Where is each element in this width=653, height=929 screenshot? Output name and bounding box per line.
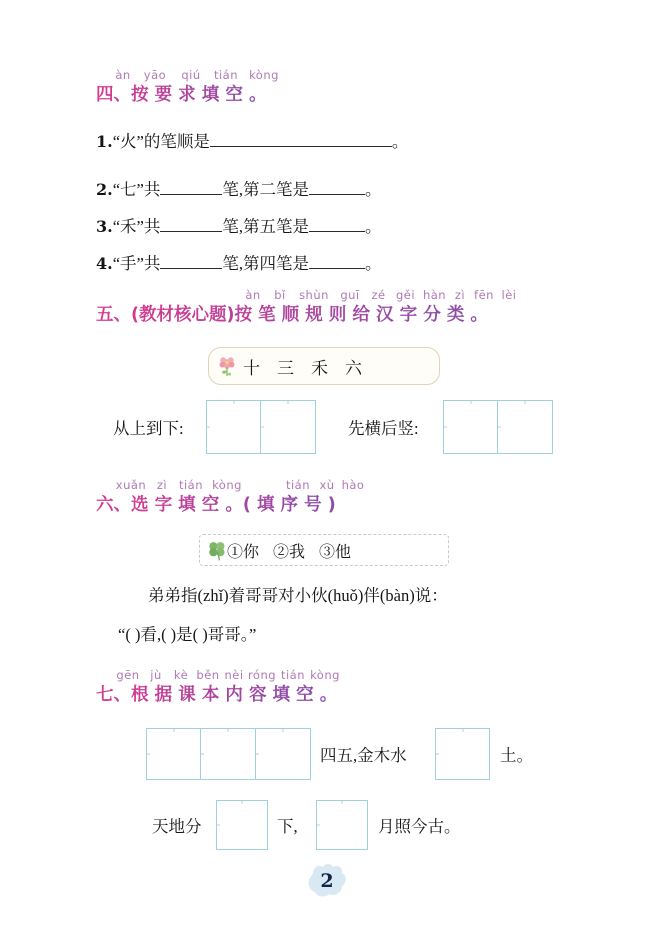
pinyin-syllable: běn [196, 668, 220, 682]
section-five-title-prefix: 五、(教材核心题) [96, 305, 235, 325]
grid-cell[interactable] [256, 729, 310, 779]
pinyin-syllable: qiú [181, 68, 201, 82]
section-six-sentence-1: 弟弟指(zhǐ)着哥哥对小伙(huǒ)伴(bàn)说： [148, 586, 448, 605]
item-text-end: 。 [364, 180, 382, 199]
word-option[interactable]: ③他 [319, 543, 352, 561]
answer-grid-seven-row1-b[interactable] [435, 728, 490, 780]
section-seven-pinyin [96, 668, 342, 683]
grid-cell[interactable] [317, 801, 367, 849]
grid-cell[interactable] [147, 729, 201, 779]
answer-blank[interactable] [309, 214, 365, 232]
grid-cell[interactable] [201, 729, 255, 779]
section-six-title: 六、选 字 填 空 。( 填 序 号 ) [96, 493, 368, 517]
section-seven-heading [96, 668, 342, 707]
answer-blank[interactable] [160, 214, 222, 232]
section-seven-row1-text2: 土。 [500, 746, 533, 765]
grid-cell[interactable] [444, 401, 498, 453]
pinyin-syllable: bǐ [274, 288, 286, 302]
item-text-end: 。 [391, 132, 409, 151]
section-four-heading [96, 68, 284, 107]
flower-icon [217, 355, 237, 377]
item-text: 笔,第四笔是 [222, 254, 309, 273]
answer-grid-seven-row1-a[interactable] [146, 728, 311, 780]
answer-grid-seven-row2-b[interactable] [316, 800, 368, 850]
pinyin-syllable: jù [150, 668, 162, 682]
answer-blank[interactable] [210, 129, 392, 147]
pinyin-syllable: kè [173, 668, 189, 682]
pinyin-syllable: shùn [299, 288, 329, 302]
answer-blank[interactable] [309, 177, 365, 195]
item-number: 4. [96, 254, 113, 273]
item-text: 笔,第二笔是 [222, 180, 309, 199]
pinyin-syllable: guī [340, 288, 360, 302]
item-text-end: 。 [364, 254, 382, 273]
pinyin-syllable: gēn [116, 668, 140, 682]
pinyin-syllable: kòng [310, 668, 340, 682]
page-number: 2 [320, 870, 334, 892]
grid-cell[interactable] [498, 401, 552, 453]
item-number: 1. [96, 132, 113, 151]
pinyin-syllable: xù [319, 478, 335, 492]
section-six-pinyin [96, 478, 368, 493]
question-4-3 [96, 214, 381, 238]
pinyin-syllable: xuǎn [115, 478, 147, 492]
grid-cell[interactable] [207, 401, 261, 453]
grid-cell[interactable] [436, 729, 489, 779]
item-text: “禾”共 [112, 217, 161, 236]
sort-label-horizontal-first: 先横后竖: [348, 419, 419, 438]
section-seven-row2-text1: 天地分 [152, 817, 202, 836]
section-five-title [96, 303, 521, 327]
pinyin-syllable: gěi [395, 288, 416, 302]
pinyin-syllable: lèi [501, 288, 517, 302]
clover-icon [207, 539, 227, 561]
pinyin-syllable: zì [156, 478, 168, 492]
answer-blank[interactable] [160, 251, 222, 269]
word-options-list [227, 539, 351, 562]
section-seven-row1-text1: 四五,金木水 [320, 746, 407, 765]
section-five-heading [96, 288, 521, 327]
item-number: 2. [96, 180, 113, 199]
pinyin-syllable: àn [245, 288, 261, 302]
pinyin-syllable: zì [454, 288, 466, 302]
grid-cell[interactable] [217, 801, 267, 849]
answer-blank[interactable] [160, 177, 222, 195]
section-seven-row2-text3: 月照今古。 [378, 817, 461, 836]
pinyin-syllable: tián [285, 478, 311, 492]
item-number: 3. [96, 217, 113, 236]
pinyin-syllable: tián [280, 668, 306, 682]
question-4-1 [96, 129, 408, 153]
word-option[interactable]: ②我 [273, 543, 306, 561]
section-seven-row2-text2: 下, [277, 817, 298, 836]
sort-label-top-to-bottom: 从上到下: [113, 419, 184, 438]
item-text-end: 。 [364, 217, 382, 236]
item-text: 笔,第五笔是 [222, 217, 309, 236]
answer-grid-horizontal-first[interactable] [443, 400, 553, 454]
page-number-badge [304, 862, 350, 902]
pinyin-syllable: tián [213, 68, 239, 82]
section-five-pinyin [96, 288, 521, 303]
answer-grid-seven-row2-a[interactable] [216, 800, 268, 850]
section-four-title: 四、按 要 求 填 空 。 [96, 83, 284, 107]
section-seven-title: 七、根 据 课 本 内 容 填 空 。 [96, 683, 342, 707]
pinyin-syllable: kòng [212, 478, 242, 492]
question-4-2 [96, 177, 381, 201]
grid-cell[interactable] [261, 401, 315, 453]
answer-grid-top-to-bottom[interactable] [206, 400, 316, 454]
pinyin-syllable: nèi [224, 668, 244, 682]
character-group-box [208, 347, 440, 385]
pinyin-syllable: zé [371, 288, 386, 302]
pinyin-syllable: kòng [249, 68, 279, 82]
pinyin-syllable: fēn [474, 288, 494, 302]
question-4-4 [96, 251, 381, 275]
section-six-heading [96, 478, 368, 517]
pinyin-syllable: tián [178, 478, 204, 492]
section-four-pinyin [96, 68, 284, 83]
character-group-chars: 十三禾六 [243, 358, 379, 378]
item-text: “七”共 [112, 180, 161, 199]
section-five-title-main: 按 笔 顺 规 则 给 汉 字 分 类 。 [234, 305, 488, 325]
word-options-box [199, 534, 449, 566]
item-text: “火”的笔顺是 [112, 132, 210, 151]
word-option[interactable]: ①你 [227, 543, 260, 561]
pinyin-syllable: róng [247, 668, 277, 682]
answer-blank[interactable] [309, 251, 365, 269]
pinyin-syllable: hào [341, 478, 365, 492]
pinyin-syllable: àn [115, 68, 131, 82]
pinyin-syllable: yāo [143, 68, 167, 82]
item-text: “手”共 [112, 254, 161, 273]
section-six-sentence-2[interactable]: “( )看,( )是( )哥哥。” [118, 625, 257, 644]
pinyin-syllable: hàn [422, 288, 447, 302]
